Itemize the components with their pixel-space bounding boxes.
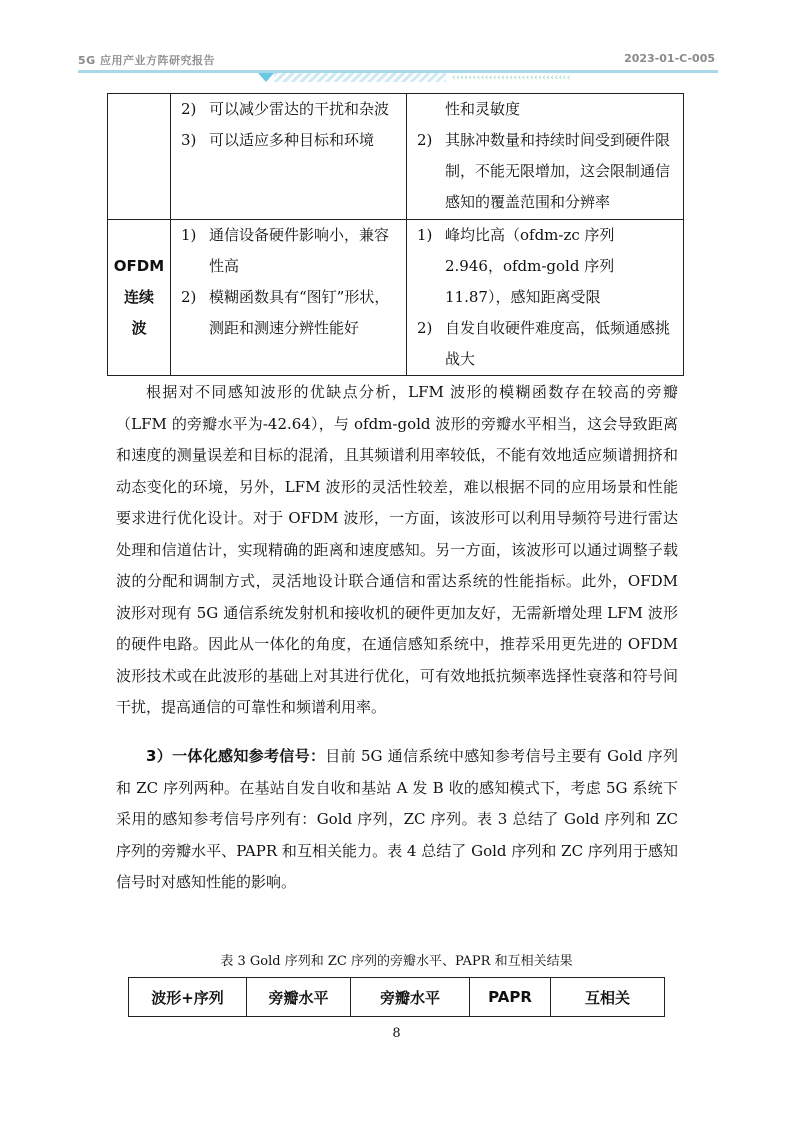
column-header: 互相关 bbox=[551, 978, 665, 1017]
table-caption: 表 3 Gold 序列和 ZC 序列的旁瓣水平、PAPR 和互相关结果 bbox=[220, 954, 573, 969]
item-number: 2) bbox=[181, 288, 197, 306]
waveform-label-line: OFDM bbox=[113, 257, 165, 275]
column-header: PAPR bbox=[470, 978, 551, 1017]
advantages-cell bbox=[171, 94, 407, 220]
header-chevrons-icon: ‹‹‹‹‹‹‹‹‹‹‹‹‹‹‹‹‹‹‹‹‹‹‹‹‹‹‹‹‹ bbox=[452, 73, 571, 83]
waveform-label-cell bbox=[108, 220, 171, 376]
advantages-cell bbox=[171, 220, 407, 376]
list-item bbox=[415, 220, 675, 313]
item-number: 1) bbox=[417, 226, 433, 244]
item-number: 3) bbox=[181, 131, 197, 149]
item-number: 2) bbox=[417, 319, 433, 337]
header-stripes bbox=[274, 73, 446, 82]
item-text: 模糊函数具有“图钉”形状，测距和测速分辨性能好 bbox=[209, 288, 390, 337]
column-header: 波形+序列 bbox=[129, 978, 247, 1017]
item-text: 通信设备硬件影响小，兼容性高 bbox=[209, 226, 390, 275]
item-number: 2) bbox=[181, 100, 197, 118]
disadvantages-cell bbox=[407, 94, 684, 220]
item-text: 可以减少雷达的干扰和杂波 bbox=[209, 100, 390, 118]
sequence-comparison-table bbox=[128, 977, 665, 1017]
list-item bbox=[179, 282, 398, 344]
item-text-continued: 性和灵敏度 bbox=[445, 100, 521, 118]
column-header: 旁瓣水平 bbox=[247, 978, 351, 1017]
table-row bbox=[108, 94, 684, 220]
paragraph-text: 目前 5G 通信系统中感知参考信号主要有 Gold 序列和 ZC 序列两种。在基站自发自收和基站 A 发 B 收的感知模式下，考虑 5G 系统下采用的感知参考信号序列有：Gold 序列，ZC 序列。表 3 总结了 Gold 序列和 ZC 序列的旁瓣水平、PAPR 和互相关能力。表 4 总结了 Gold 序列和 ZC 序列用于感知信号时对感知性能的影响。 bbox=[116, 747, 678, 891]
list-item bbox=[415, 94, 675, 125]
list-item bbox=[179, 220, 398, 282]
header-triangle-icon bbox=[258, 73, 274, 82]
report-title: 5G 应用产业方阵研究报告 bbox=[78, 54, 216, 67]
item-text: 自发自收硬件难度高，低频通感挑战大 bbox=[445, 319, 671, 368]
waveform-comparison-table bbox=[107, 93, 684, 376]
page-number: 8 bbox=[392, 1026, 401, 1041]
item-text: 峰均比高（ofdm-zc 序列 2.946，ofdm-gold 序列 11.87），感知距离受限 bbox=[445, 226, 615, 306]
list-item bbox=[179, 125, 398, 156]
paragraph-text: 根据对不同感知波形的优缺点分析，LFM 波形的模糊函数存在较高的旁瓣（LFM 的旁瓣水平为-42.64），与 ofdm-gold 波形的旁瓣水平相当，这会导致距离和速度的测量误差和目标的混淆，且其频谱利用率较低，不能有效地适应频谱拥挤和动态变化的环境，另外，LFM 波形的灵活性较差，难以根据不同的应用场景和性能要求进行优化设计。对于 OFDM 波形，一方面，该波形可以利用导频符号进行雷达处理和信道估计，实现精确的距离和速度感知。另一方面，该波形可以通过调整子载波的分配和调制方式，灵活地设计联合通信和雷达系统的性能指标。此外，OFDM 波形对现有 5G 通信系统发射机和接收机的硬件更加友好，无需新增处理 LFM 波形的硬件电路。因此从一体化的角度，在通信感知系统中，推荐采用更先进的 OFDM 波形技术或在此波形的基础上对其进行优化，可有效地抵抗频率选择性衰落和符号间干扰，提高通信的可靠性和频谱利用率。 bbox=[116, 383, 678, 716]
document-id: 2023-01-C-005 bbox=[624, 52, 715, 65]
item-number: 1) bbox=[181, 226, 197, 244]
analysis-paragraph bbox=[116, 377, 678, 724]
label-cell bbox=[108, 94, 171, 220]
list-item bbox=[179, 94, 398, 125]
list-item bbox=[415, 313, 675, 375]
column-header: 旁瓣水平 bbox=[351, 978, 470, 1017]
section-heading: 3）一体化感知参考信号： bbox=[146, 747, 326, 765]
waveform-label-line: 连续 bbox=[123, 288, 154, 306]
disadvantages-cell bbox=[407, 220, 684, 376]
item-text: 其脉冲数量和持续时间受到硬件限制，不能无限增加，这会限制通信感知的覆盖范围和分辨率 bbox=[445, 131, 671, 211]
table-row bbox=[108, 220, 684, 376]
table-header-row bbox=[129, 978, 665, 1017]
list-item bbox=[415, 125, 675, 218]
waveform-label-line: 波 bbox=[131, 319, 147, 337]
reference-signal-paragraph bbox=[116, 741, 678, 899]
item-number: 2) bbox=[417, 131, 433, 149]
item-text: 可以适应多种目标和环境 bbox=[209, 131, 375, 149]
